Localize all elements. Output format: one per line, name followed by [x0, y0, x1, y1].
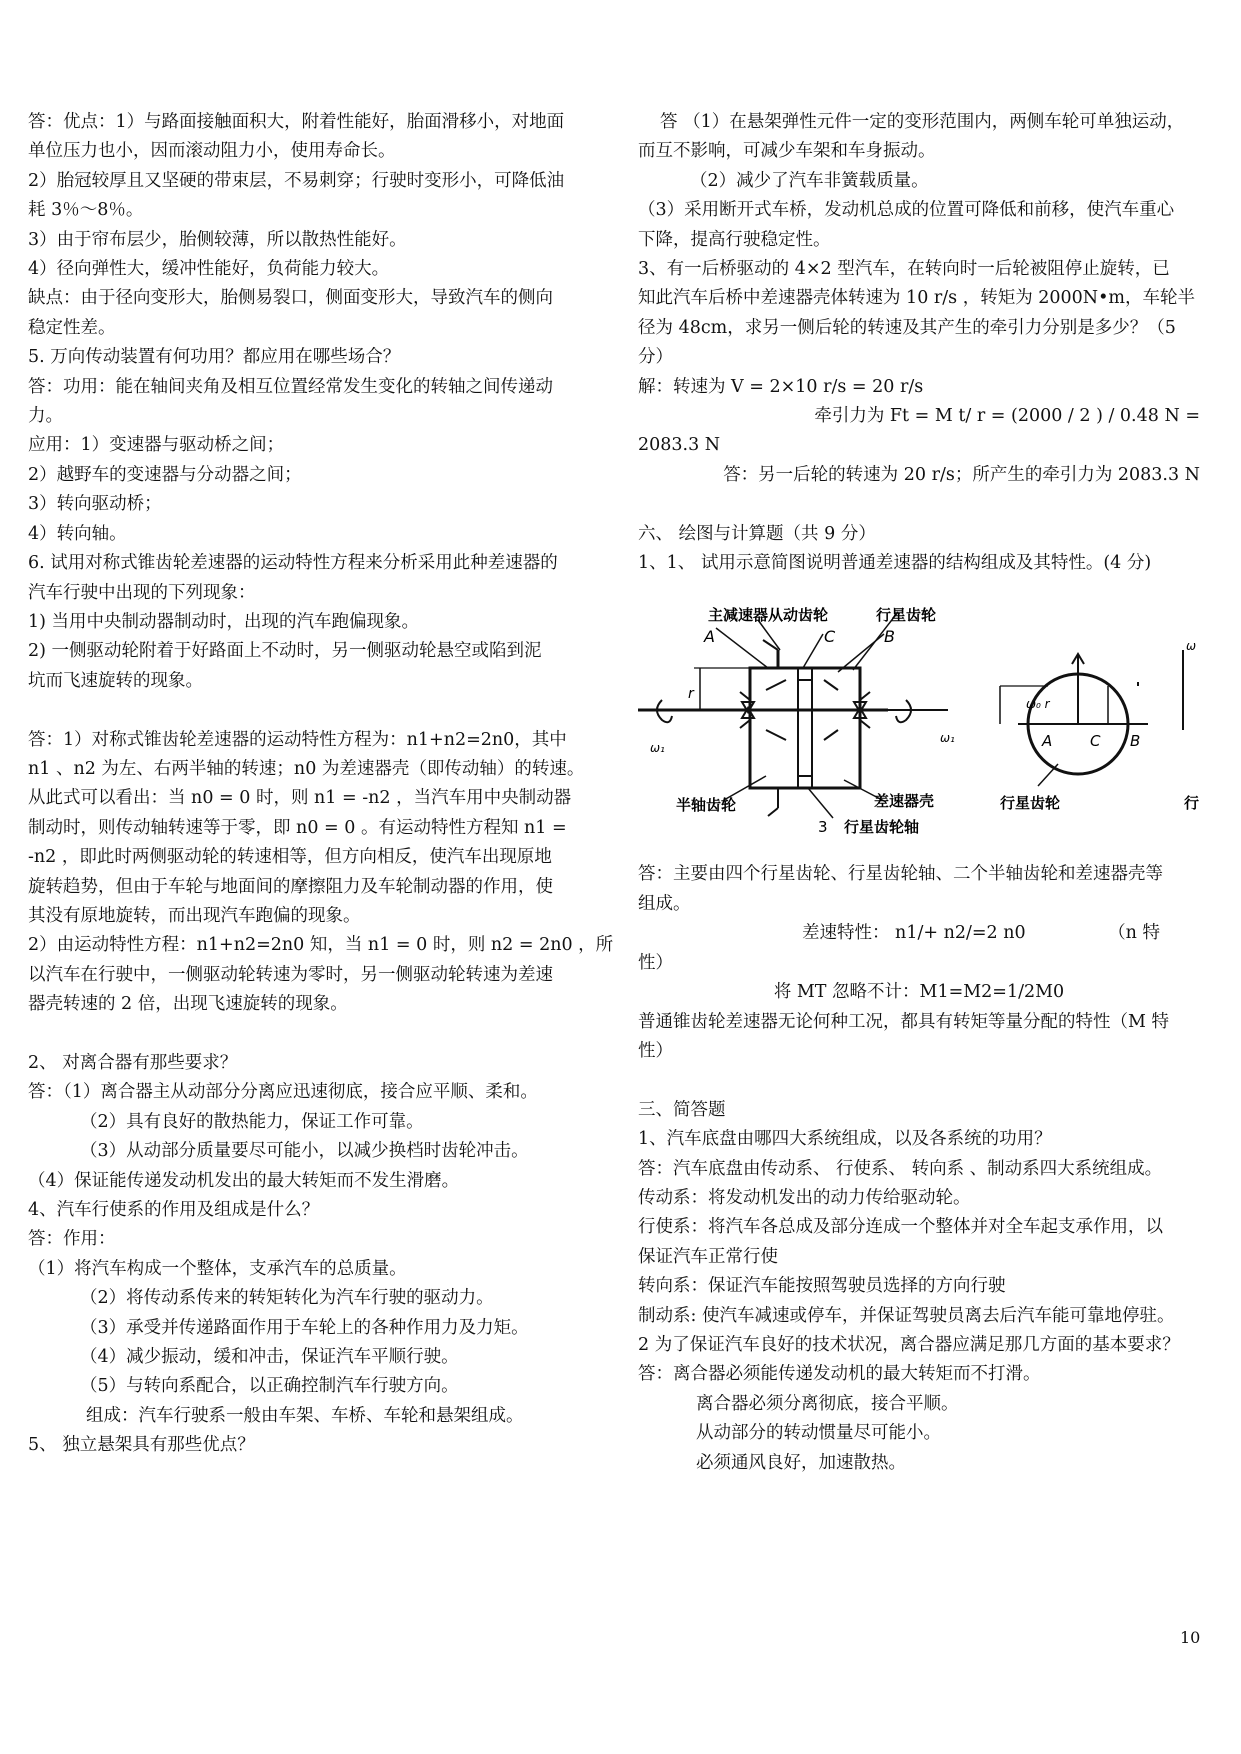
text-line: 2）由运动特性方程：n1+n2=2n0 知，当 n1 = 0 时，则 n2 = 2n0 ，所	[28, 935, 614, 956]
text-line: 稳定性差。	[28, 317, 116, 338]
text-line: 制动时，则传动轴转速等于零，即 n0 = 0 。有运动特性方程知 n1 =	[28, 817, 567, 838]
question-heading: 5、 独立悬架具有那些优点？	[28, 1435, 255, 1456]
question-heading: 1、汽车底盘由哪四大系统组成，以及各系统的功用？	[638, 1129, 1052, 1150]
text-line: 2）胎冠较厚且又坚硬的带束层，不易刺穿；行驶时变形小，可降低油	[28, 170, 565, 191]
blank-line	[28, 696, 596, 725]
text-line: 单位压力也小，因而滚动阻力小，使用寿命长。	[28, 141, 396, 162]
label-cut-omega: ω	[1186, 639, 1197, 654]
text-line: 坑而飞速旋转的现象。	[28, 670, 203, 691]
formula-line	[638, 919, 1200, 948]
text-line: 4）径向弹性大，缓冲性能好，负荷能力较大。	[28, 259, 390, 280]
text-line: 组成。	[638, 893, 691, 914]
label-B2: B	[1130, 732, 1141, 751]
label-planet-gear-2: 行星齿轮	[1000, 794, 1061, 813]
text-line: 汽车行驶中出现的下列现象：	[28, 582, 256, 603]
text-line: 离合器必须分离彻底，接合平顺。	[696, 1393, 959, 1414]
solution-line: 2083.3 N	[638, 435, 721, 456]
text-line: 答：优点：1）与路面接触面积大，附着性能好，胎面滑移小，对地面	[28, 112, 565, 132]
text-line: 性）	[638, 952, 673, 973]
label-omega1-right: ω₁	[940, 731, 955, 746]
text-line: 下降，提高行驶稳定性。	[638, 229, 831, 250]
text-line: 3）由于帘布层少，胎侧较薄，所以散热性能好。	[28, 229, 407, 250]
label-main-gear: 主减速器从动齿轮	[708, 606, 829, 625]
text-line: （3）采用断开式车桥，发动机总成的位置可降低和前移，使汽车重心	[638, 200, 1175, 221]
label-cut-xing: 行	[1184, 794, 1200, 813]
label-C2: C	[1090, 732, 1101, 751]
text-line: （2）将传动系传来的转矩转化为汽车行驶的驱动力。	[80, 1288, 494, 1309]
blank-line	[638, 490, 1200, 519]
text-line: 力。	[28, 406, 63, 427]
text-line: 器壳转速的 2 倍，出现飞速旋转的现象。	[28, 994, 348, 1015]
text-line: 其没有原地旋转，而出现汽车跑偏的现象。	[28, 905, 361, 926]
solution-line: 解：转速为 V = 2×10 r/s = 20 r/s	[638, 376, 924, 397]
text-line: （1）将汽车构成一个整体，支承汽车的总质量。	[28, 1258, 407, 1279]
label-A: A	[704, 627, 715, 647]
label-A2: A	[1042, 732, 1053, 751]
text-line: 4）转向轴。	[28, 523, 127, 544]
label-number-3: 3	[818, 818, 828, 837]
text-line: 应用：1）变速器与驱动桥之间；	[28, 435, 285, 456]
text-line: 2）越野车的变速器与分动器之间；	[28, 464, 302, 485]
text-line: 答 （1）在悬架弹性元件一定的变形范围内，两侧车轮可单独运动，	[660, 112, 1185, 132]
question-heading: 1、1、 试用示意简图说明普通差速器的结构组成及其特性。(4 分)	[638, 553, 1152, 574]
text-line: （4）保证能传递发动机发出的最大转矩而不发生滑磨。	[28, 1170, 460, 1191]
question-heading: 3、有一后桥驱动的 4×2 型汽车，在转向时一后轮被阻停止旋转，已	[638, 259, 1170, 280]
page-number: 10	[1180, 1628, 1201, 1647]
label-omega0-r: ω₀ r	[1026, 697, 1050, 712]
text-line: （4）减少振动，缓和冲击，保证汽车平顺行驶。	[80, 1347, 459, 1368]
text-line: （2）具有良好的散热能力，保证工作可靠。	[80, 1111, 424, 1132]
differential-schematic	[638, 590, 1200, 850]
question-heading: 4、汽车行使系的作用及组成是什么？	[28, 1200, 320, 1220]
text-line: 缺点：由于径向变形大，胎侧易裂口，侧面变形大，导致汽车的侧向	[28, 288, 553, 309]
text-line: 而互不影响，可减少车架和车身振动。	[638, 141, 936, 162]
left-column	[28, 108, 614, 1461]
text-line: （2）减少了汽车非簧载质量。	[690, 170, 929, 191]
blank-line	[28, 1020, 596, 1049]
text-line: 知此汽车后桥中差速器壳体转速为 10 r/s ，转矩为 2000N•m，车轮半	[638, 288, 1196, 309]
text-line: 答：功用：能在轴间夹角及相互位置经常发生变化的转轴之间传递动	[28, 376, 553, 397]
text-line: 制动系: 使汽车减速或停车，并保证驾驶员离去后汽车能可靠地停驻。	[638, 1305, 1175, 1326]
solution-line: 牵引力为 Ft = M t/ r = (2000 / 2 ) / 0.48 N =	[814, 406, 1200, 427]
text-line: 径为 48cm，求另一侧后轮的转速及其产生的牵引力分别是多少？（5	[638, 317, 1176, 338]
text-line: -n2 ，即此时两侧驱动轮的转速相等，但方向相反，使汽车出现原地	[28, 847, 552, 868]
text-line: 以汽车在行驶中，一侧驱动轮转速为零时，另一侧驱动轮转速为差速	[28, 964, 553, 985]
text-line: 普通锥齿轮差速器无论何种工况，都具有转矩等量分配的特性（M 特	[638, 1011, 1169, 1032]
text-line: 组成：汽车行驶系一般由车架、车桥、车轮和悬架组成。	[86, 1405, 524, 1426]
label-planet-shaft: 行星齿轮轴	[844, 818, 920, 837]
section-heading: 六、 绘图与计算题（共 9 分）	[638, 523, 876, 544]
text-line: 3）转向驱动桥；	[28, 494, 162, 515]
text-line: （3）承受并传递路面作用于车轮上的各种作用力及力矩。	[80, 1317, 529, 1338]
text-line: 答：主要由四个行星齿轮、行星齿轮轴、二个半轴齿轮和差速器壳等	[638, 864, 1163, 885]
question-heading: 5. 万向传动装置有何功用？都应用在哪些场合？	[28, 347, 401, 368]
text-line: 答：离合器必须能传递发动机的最大转矩而不打滑。	[638, 1364, 1041, 1385]
label-diff-case: 差速器壳	[874, 792, 935, 811]
text-line: 性）	[638, 1040, 673, 1061]
formula-suffix: （n 特	[1108, 923, 1160, 944]
text-line: （5）与转向系配合，以正确控制汽车行驶方向。	[80, 1376, 459, 1397]
blank-line	[638, 1066, 1200, 1095]
text-line: 答：作用：	[28, 1229, 116, 1250]
text-line: 分）	[638, 347, 673, 368]
right-column	[638, 108, 1200, 1478]
label-r: r	[688, 686, 694, 703]
text-line: 从此式可以看出：当 n0 = 0 时，则 n1 = -n2 ，当汽车用中央制动器	[28, 788, 572, 809]
text-line: 行使系：将汽车各总成及部分连成一个整体并对全车起支承作用，以	[638, 1217, 1163, 1238]
question-heading: 6. 试用对称式锥齿轮差速器的运动特性方程来分析采用此种差速器的	[28, 553, 558, 574]
formula-line: 将 MT 忽略不计：M1=M2=1/2M0	[773, 982, 1065, 1003]
differential-diagram	[638, 590, 1200, 850]
text-line: 2) 一侧驱动轮附着于好路面上不动时，另一侧驱动轮悬空或陷到泥	[28, 641, 542, 662]
label-omega1-left: ω₁	[650, 741, 665, 756]
question-heading: 2 为了保证汽车良好的技术状况，离合器应满足那几方面的基本要求？	[638, 1334, 1180, 1355]
text-line: 从动部分的转动惯量尽可能小。	[696, 1423, 941, 1444]
label-half-shaft-gear: 半轴齿轮	[676, 796, 737, 815]
label-C: C	[824, 627, 836, 647]
text-line: 1) 当用中央制动器制动时，出现的汽车跑偏现象。	[28, 611, 420, 632]
text-line: 答：汽车底盘由传动系、 行使系、 转向系 、制动系四大系统组成。	[638, 1158, 1163, 1179]
text-line: 旋转趋势，但由于车轮与地面间的摩擦阻力及车轮制动器的作用，使	[28, 876, 553, 897]
text-line: 传动系：将发动机发出的动力传给驱动轮。	[638, 1187, 971, 1208]
text-line: 保证汽车正常行使	[638, 1246, 778, 1267]
label-planet-gear: 行星齿轮	[876, 606, 937, 625]
question-heading: 2、 对离合器有那些要求？	[28, 1052, 238, 1073]
text-line: 答：（1）离合器主从动部分分离应迅速彻底，接合应平顺、柔和。	[28, 1082, 538, 1103]
answer-line: 答：另一后轮的转速为 20 r/s；所产生的牵引力为 2083.3 N	[723, 464, 1200, 485]
text-line: 转向系：保证汽车能按照驾驶员选择的方向行驶	[638, 1276, 1006, 1297]
formula-text: 差速特性： n1/+ n2/=2 n0	[802, 923, 1026, 944]
text-line: n1 、n2 为左、右两半轴的转速；n0 为差速器壳（即传动轴）的转速。	[28, 758, 585, 779]
text-line: 耗 3％～8％。	[28, 200, 144, 221]
text-line: （3）从动部分质量要尽可能小，以减少换档时齿轮冲击。	[80, 1141, 529, 1162]
text-line: 必须通风良好，加速散热。	[696, 1452, 906, 1473]
section-heading: 三、简答题	[638, 1099, 726, 1120]
text-line: 答：1）对称式锥齿轮差速器的运动特性方程为：n1+n2=2n0，其中	[28, 729, 567, 750]
label-B: B	[884, 627, 895, 647]
